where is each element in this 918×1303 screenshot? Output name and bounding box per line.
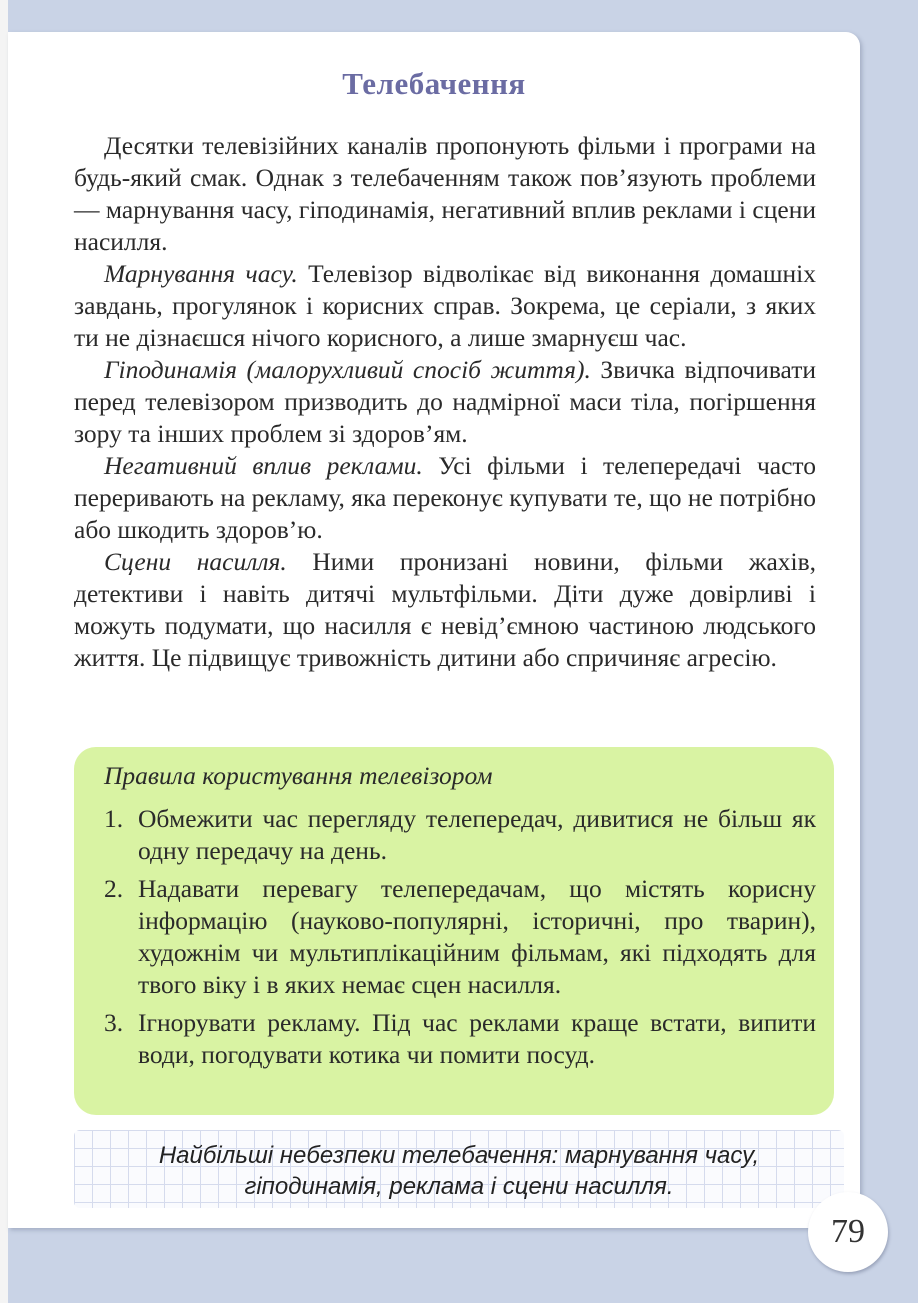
section-heading: Негативний вплив реклами.	[104, 451, 423, 480]
section-heading: Сцени насилля.	[104, 547, 287, 576]
section-text: Звичка відпочивати перед телевізором призводить до надмірної маси тіла, погіршення зору та інших проблем зі здоров’ям.	[74, 355, 816, 448]
rule-number: 1.	[104, 804, 124, 833]
list-item	[104, 1007, 816, 1071]
page-number: 79	[808, 1192, 888, 1272]
section-text: Усі фільми і телепередачі часто переривають на рекламу, яка переконує купувати те, що не потрібно або шкодить здоров’ю.	[74, 451, 816, 544]
list-item	[104, 873, 816, 1001]
rules-box	[74, 747, 834, 1115]
rule-number: 3.	[104, 1008, 124, 1037]
section-heading: Гіподинамія (малорухливий спосіб життя).	[104, 355, 591, 384]
page-title: Телебачення	[342, 66, 526, 101]
list-item	[104, 803, 816, 867]
summary-line: гіподинамія, реклама і сцени насилля.	[244, 1173, 674, 1200]
section-heading: Марнування часу.	[104, 259, 298, 288]
section-paragraph	[74, 258, 816, 354]
rule-text: Надавати перевагу телепередачам, що містять корисну інформацію (науково-популярні, історичні, про тварин), художнім чи мультиплікаційним фільмам, які підходять для твого віку і в яких немає сцен насилля.	[138, 874, 816, 999]
section-text: Телевізор відволікає від виконання домашніх завдань, прогулянок і корисних справ. Зокрема, це серіали, з яких ти не дізнаєшся нічого корисного, а лише змарнуєш час.	[74, 259, 816, 352]
summary-text	[74, 1140, 844, 1202]
section-text: Ними пронизані новини, фільми жахів, детективи і навіть дитячі мультфільми. Діти дуже довірливі і можуть подумати, що насилля є невід’ємною частиною людського життя. Це підвищує тривожність дитини або спричиняє агресію.	[74, 547, 817, 672]
textbook-page	[8, 32, 860, 1228]
rules-title: Правила користування телевізором	[104, 761, 493, 790]
main-text	[74, 130, 816, 674]
intro-paragraph: Десятки телевізійних каналів пропонують фільми і програми на будь-який смак. Однак з телебаченням також пов’язують проблеми — марнування часу, гіподинамія, негативний вплив реклами і сцени насилля.	[74, 131, 816, 256]
summary-box	[74, 1130, 844, 1208]
rules-list	[104, 803, 816, 1077]
section-paragraph	[74, 354, 816, 450]
rule-text: Ігнорувати рекламу. Під час реклами краще встати, випити води, погодувати котика чи помити посуд.	[138, 1008, 816, 1069]
rule-text: Обмежити час перегляду телепередач, дивитися не більш як одну передачу на день.	[138, 804, 816, 865]
section-paragraph	[74, 546, 816, 674]
page-edge	[0, 0, 8, 1303]
rule-number: 2.	[104, 874, 124, 903]
summary-line: Найбільші небезпеки телебачення: марнування часу,	[158, 1142, 760, 1169]
section-paragraph	[74, 450, 816, 546]
